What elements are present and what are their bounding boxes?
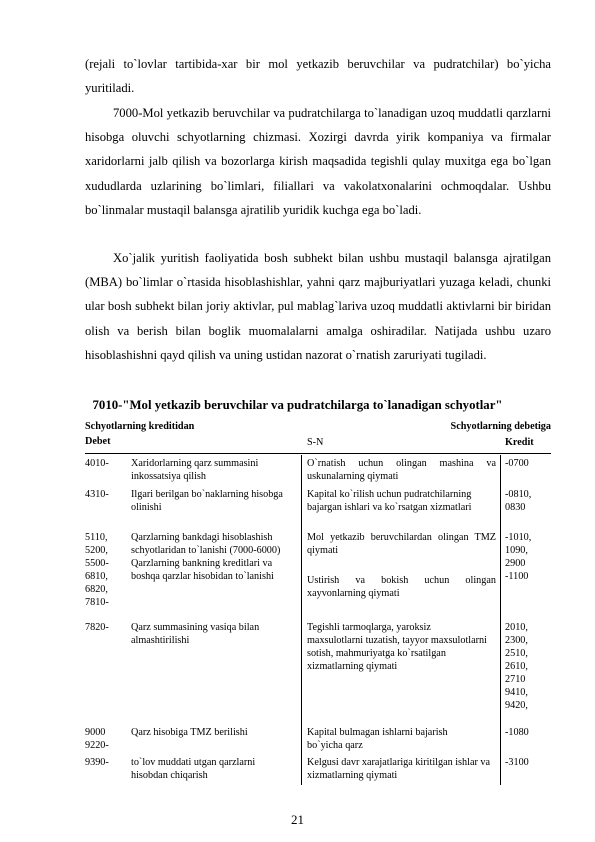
row6-kredit: -3100 xyxy=(505,757,529,768)
row5-right: Kapital bulmagan ishlarni bajarish bo`yicha qarz xyxy=(307,727,448,751)
row5-left: Qarz hisobiga TMZ berilishi xyxy=(131,727,248,738)
paragraph-2: 7000-Mol yetkazib beruvchilar va pudratchilarga to`lanadigan uzoq muddatli qarzlarni hisobga oluvchi schyotlarning chizmasi. Xozirgi davrda yirik kompaniya va firmalar xaridorlarni jalb qilish va bozorlarga kirish maqsadida tegishli qulay muxitga ega bo`lgan xududlarda uzlarining bo`limlari, filiallari va vakolatxonalarini ochmoqdalar. Ushbu bo`linmalar mustaqil balansga ajratilib yuridik kuchga ega bo`ladi. xyxy=(85,106,551,217)
row6-right: Kelgusi davr xarajatlariga kiritilgan ishlar va xizmatlarning qiymati xyxy=(307,757,491,781)
row1-left: Xaridorlarning qarz summasini inkossatsiya qilish xyxy=(131,458,259,482)
header-debet: Debet xyxy=(85,436,111,447)
row6-code: 9390- xyxy=(85,757,109,768)
row6-left: to`lov muddati utgan qarzlarni hisobdan chiqarish xyxy=(131,757,256,781)
table-title: 7010-"Mol yetkazib beruvchilar va pudratchilarga to`lanadigan schyotlar" xyxy=(92,398,503,412)
row4-right: Tegishli tarmoqlarga, yaroksiz maxsulotlarni tuzatish, tayyor maxsulotlarni sotish, mahmuriyatga ko`rsatilgan xizmatlarning qiymati xyxy=(307,622,487,672)
row4-left: Qarz summasining vasiqa bilan almashtirilishi xyxy=(131,622,260,646)
row1-code: 4010- xyxy=(85,458,109,469)
header-sn: S-N xyxy=(307,437,324,448)
row2-right: Kapital ko`rilish uchun pudratchilarning bajargan ishlari va ko`rsatgan xizmatlari xyxy=(307,489,472,513)
paragraph-3: Xo`jalik yuritish faoliyatida bosh subhekt bilan ushbu mustaqil balansga ajratilgan (MBA) bo`limlar o`rtasida hisoblashishlar, yahni qarz majburiyatlari yuzaga keladi, chunki ular bosh subhekt bilan joriy aktivlar, pul mablag`lariva uzoq muddatli aktivlarni bir biridan olish va berish bilan boglik muomalalarni amalga oshiradilar. Natijada ushbu uzaro hisoblashishni qayd qilish va uning ustidan nazorat o`rnatish zaruriyati tugiladi. xyxy=(85,251,551,362)
header-kreditidan: Schyotlarning kreditidan xyxy=(85,421,195,432)
column-divider-right xyxy=(500,455,501,785)
header-debetiga: Schyotlarning debetiga xyxy=(450,421,551,432)
row2-code: 4310- xyxy=(85,489,109,500)
row1-right: O`rnatish uchun olingan mashina va uskunalarning qiymati xyxy=(307,458,496,482)
row2-left: Ilgari berilgan bo`naklarning hisobga olinishi xyxy=(131,489,283,513)
row5-codes: 9000 9220- xyxy=(85,727,109,751)
row4-code: 7820- xyxy=(85,622,109,633)
header-kredit: Kredit xyxy=(505,437,534,448)
row3-right-2: Ustirish va bokish uchun olingan xayvonlarning qiymati xyxy=(307,575,496,599)
page-number: 21 xyxy=(291,812,304,827)
row4-kredit: 2010, 2300, 2510, 2610, 2710 9410, 9420, xyxy=(505,622,528,711)
paragraph-1: (rejali to`lovlar tartibida-xar bir mol yetkazib beruvchilar va pudratchilar) bo`yicha yuritiladi. xyxy=(85,57,551,96)
row3-kredit: -1010, 1090, 2900 -1100 xyxy=(505,532,532,582)
row1-kredit: -0700 xyxy=(505,458,529,469)
row2-kredit: -0810, 0830 xyxy=(505,489,532,513)
row3-codes: 5110, 5200, 5500- 6810, 6820, 7810- xyxy=(85,532,109,608)
column-divider-left xyxy=(301,455,302,785)
row3-right: Mol yetkazib beruvchilardan olingan TMZ qiymati xyxy=(307,532,496,556)
header-rule xyxy=(85,453,551,454)
row3-left: Qarzlarning bankdagi hisoblashish schyotlaridan to`lanishi (7000-6000) Qarzlarning bankning kreditlari va boshqa qarzlar hisobidan to`lanishi xyxy=(131,532,281,582)
row5-kredit: -1080 xyxy=(505,727,529,738)
